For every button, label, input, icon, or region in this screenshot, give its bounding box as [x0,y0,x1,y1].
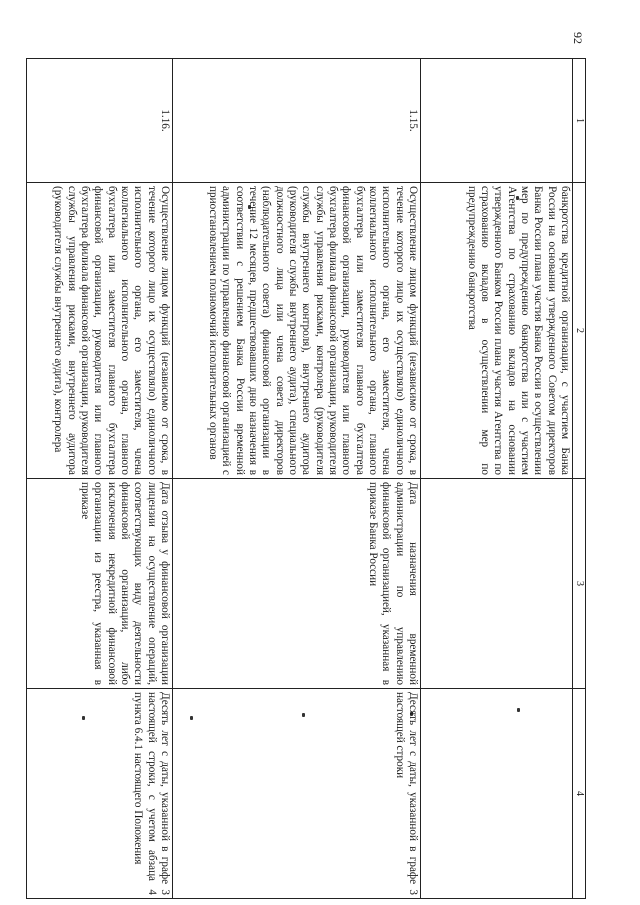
header-col-3: 3 [573,479,586,689]
row-number [421,59,573,183]
header-col-2: 2 [573,183,586,479]
row-number: 1.15. [173,59,421,183]
row-start-date: Дата отзыва у финансовой организации лицензии на осуществление операций, соответствующих виду деятельности финансовой организации, либо исключения некредитной финансовой организации из реестра, указанная в приказе [27,479,173,689]
row-number: 1.16. [27,59,173,183]
row-description: Осуществление лицом функций (независимо от срока, в течение которого лицо их осуществляло) единоличного исполнительного органа, его заместителя, члена коллегиального исполнительного органа, главного бухгалтера или заместителя главного бухгалтера финансовой организации, руководителя или главного бухгалтера филиала финансовой организации, руководителя службы управления рисками, контролера (руководителя службы внутреннего контроля), внутреннего аудитора (руководителя службы внутреннего аудита), специального должностного лица или члена совета директоров (наблюдательного совета) финансовой организации в течение 12 месяцев, предшествовавших дню назначения в соответствии с решением Банка России временной администрации по управлению финансовой организацией с приостановлением полномочий исполнительных органов [173,183,421,479]
row-term: Десять лет с даты, указанной в графе 3 настоящей строки, с учетом абзаца 4 пункта 6.4.1 настоящего Положения [27,689,173,899]
rotated-table-container [26,58,586,898]
row-term: Десять лет с даты, указанной в графе 3 настоящей строки [173,689,421,899]
table-row [421,59,573,899]
page-number: 92 [571,32,585,44]
row-description: Осуществление лицом функций (независимо от срока, в течение которого лицо их осуществляло) единоличного исполнительного органа, его заместителя, члена коллегиального исполнительного органа, главного бухгалтера или заместителя главного бухгалтера финансовой организации, руководителя или главного бухгалтера филиала финансовой организации, руководителя службы управления рисками, внутреннего аудитора (руководителя службы внутреннего аудита), контролера [27,183,173,479]
header-col-1: 1 [573,59,586,183]
row-description: банкротства кредитной организации, с участием Банка России на основании утвержденного Советом директоров Банка России плана участия Банка России в осуществлении мер по предупреждению банкротства или с участием Агентства по страхованию вкладов на основании утвержденного Банком России плана участия Агентства по страхованию вкладов в осуществлении мер по предупреждению банкротства [421,183,573,479]
row-term [421,689,573,899]
row-start-date: Дата назначения временной администрации по управлению финансовой организацией, указанная в приказе Банка России [173,479,421,689]
header-col-4: 4 [573,689,586,899]
row-start-date [421,479,573,689]
table-header-row [573,59,586,899]
document-table [26,58,586,899]
table-row [27,59,173,899]
table-row [173,59,421,899]
